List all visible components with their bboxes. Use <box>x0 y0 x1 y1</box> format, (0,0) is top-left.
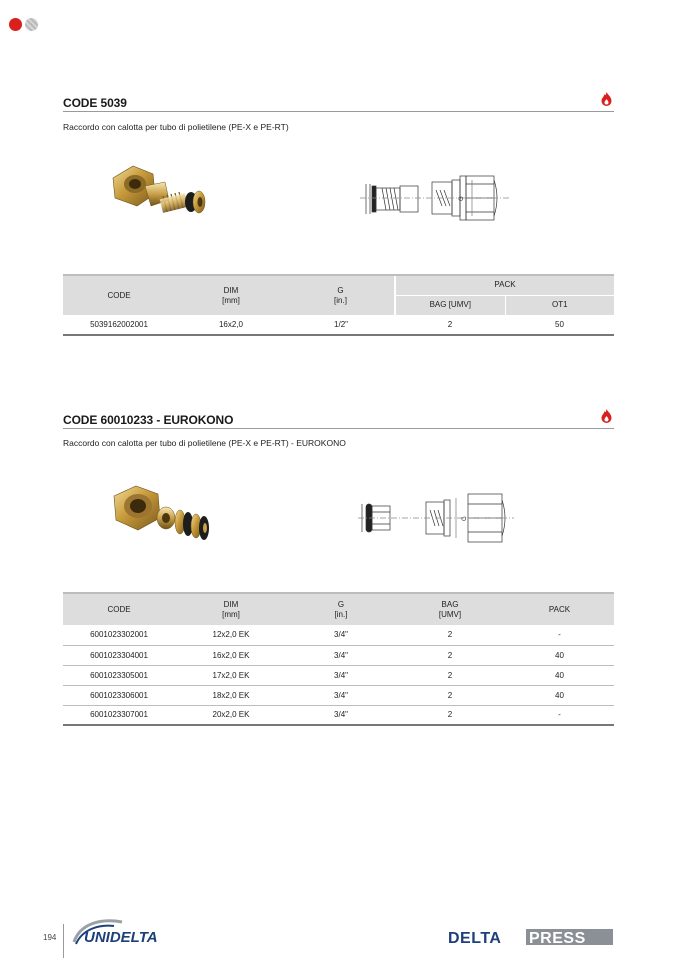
cell-code: 6001023306001 <box>63 685 175 705</box>
col-header-bag: BAG [UMV] <box>395 295 505 315</box>
col-header-dim <box>175 593 287 625</box>
grey-dot-marker <box>25 18 38 31</box>
cell-bag: 2 <box>395 685 505 705</box>
deltapress-logo <box>448 928 616 946</box>
col-header-pack: PACK <box>505 593 614 625</box>
col-header-dim-label: DIM <box>223 599 239 609</box>
cell-g: 3/4" <box>287 625 395 645</box>
product-photo-fitting-eurokono <box>108 482 216 554</box>
deltapress-wordmark-press: PRESS <box>529 930 586 946</box>
cell-pack: 40 <box>505 685 614 705</box>
cell-g: 3/4" <box>287 705 395 725</box>
cell-ot1: 50 <box>505 315 614 335</box>
section-subtitle: Raccordo con calotta per tubo di polietilene (PE-X e PE-RT) <box>63 122 289 132</box>
product-photo-fitting-5039 <box>105 160 215 232</box>
drawing-label-g: G <box>459 196 465 201</box>
col-header-bag <box>395 593 505 625</box>
unidelta-wordmark: UNIDELTA <box>84 929 158 946</box>
cell-pack: - <box>505 705 614 725</box>
cell-code: 6001023304001 <box>63 645 175 665</box>
cell-bag: 2 <box>395 665 505 685</box>
cell-bag: 2 <box>395 705 505 725</box>
section-title-code-60010233: CODE 60010233 - EUROKONO <box>63 413 234 427</box>
col-header-dim-unit: [mm] <box>222 609 240 619</box>
cell-bag: 2 <box>395 315 505 335</box>
col-header-dim <box>175 275 287 315</box>
cell-dim: 12x2,0 EK <box>175 625 287 645</box>
cell-pack: - <box>505 625 614 645</box>
col-header-dim-label: DIM <box>223 285 239 295</box>
col-header-g <box>287 275 395 315</box>
table-row <box>63 625 614 645</box>
cell-dim: 16x2,0 EK <box>175 645 287 665</box>
cell-pack: 40 <box>505 665 614 685</box>
col-header-g-label: G <box>337 285 344 295</box>
cell-g: 3/4" <box>287 645 395 665</box>
section-subtitle: Raccordo con calotta per tubo di polietilene (PE-X e PE-RT) - EUROKONO <box>63 438 346 448</box>
cell-pack: 40 <box>505 645 614 665</box>
col-header-bag-unit: [UMV] <box>438 609 462 619</box>
cell-dim: 18x2,0 EK <box>175 685 287 705</box>
section-title-code-5039: CODE 5039 <box>63 96 127 110</box>
col-header-bag-label: BAG <box>441 599 459 609</box>
deltapress-wordmark-delta: DELTA <box>448 930 502 946</box>
col-header-code: CODE <box>63 593 175 625</box>
page-number: 194 <box>43 933 57 942</box>
cell-g: 3/4" <box>287 685 395 705</box>
cell-code: 6001023305001 <box>63 665 175 685</box>
spec-table-5039 <box>63 274 614 336</box>
cell-g: 1/2" <box>287 315 395 335</box>
section-divider <box>63 428 614 429</box>
flame-icon <box>601 92 612 106</box>
table-row <box>63 645 614 665</box>
col-header-g <box>287 593 395 625</box>
col-header-g-unit: [in.] <box>334 609 348 619</box>
cell-code: 5039162002001 <box>63 315 175 335</box>
cell-bag: 2 <box>395 645 505 665</box>
table-row <box>63 665 614 685</box>
unidelta-logo <box>70 916 210 948</box>
table-row <box>63 705 614 725</box>
technical-drawing-5039 <box>360 170 520 232</box>
section-divider <box>63 111 614 112</box>
col-header-pack: PACK <box>395 275 614 295</box>
table-row <box>63 315 614 335</box>
cell-dim: 16x2,0 <box>175 315 287 335</box>
footer-divider <box>63 924 64 958</box>
spec-table-eurokono <box>63 592 614 726</box>
cell-g: 3/4" <box>287 665 395 685</box>
col-header-ot1: OT1 <box>505 295 614 315</box>
cell-bag: 2 <box>395 625 505 645</box>
table-row <box>63 685 614 705</box>
col-header-dim-unit: [mm] <box>222 295 240 305</box>
drawing-label-g: G <box>462 516 468 521</box>
technical-drawing-eurokono <box>358 488 523 550</box>
flame-icon <box>601 409 612 423</box>
cell-code: 6001023307001 <box>63 705 175 725</box>
col-header-code: CODE <box>63 275 175 315</box>
red-dot-marker <box>9 18 22 31</box>
cell-code: 6001023302001 <box>63 625 175 645</box>
col-header-g-label: G <box>337 599 345 609</box>
col-header-g-unit: [in.] <box>334 295 347 305</box>
cell-dim: 20x2,0 EK <box>175 705 287 725</box>
cell-dim: 17x2,0 EK <box>175 665 287 685</box>
